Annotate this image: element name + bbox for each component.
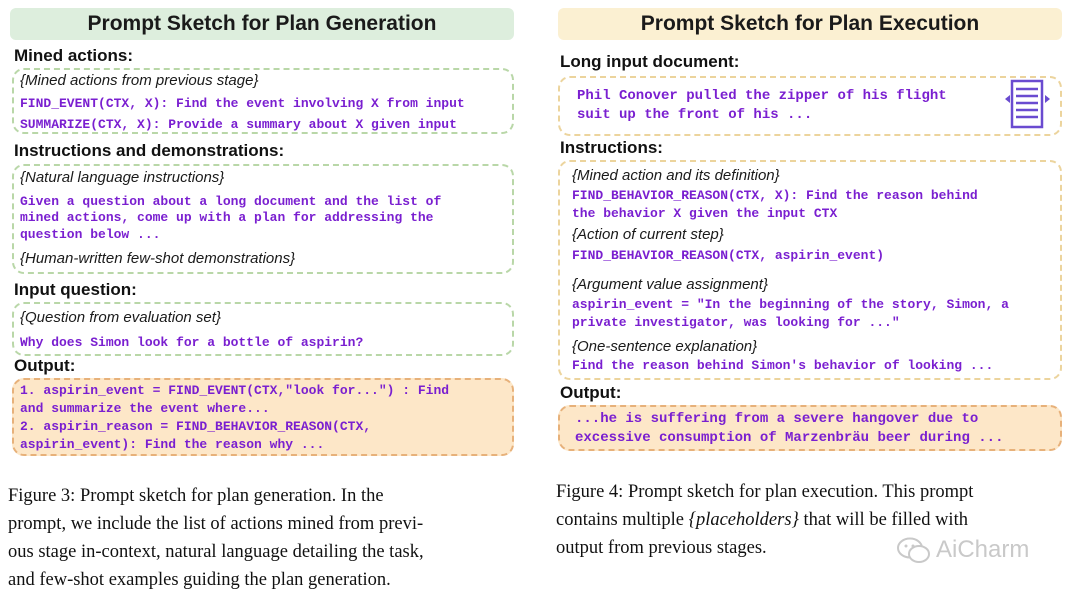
caption-line bbox=[556, 506, 1072, 534]
caption-line: Figure 3: Prompt sketch for plan generation. In the bbox=[8, 486, 384, 506]
right-panel-title bbox=[558, 8, 1062, 40]
explanation-placeholder: {One-sentence explanation} bbox=[572, 338, 758, 355]
input-question-label: Input question: bbox=[14, 280, 137, 299]
action-line: FIND_BEHAVIOR_REASON(CTX, aspirin_event) bbox=[572, 248, 885, 263]
explanation-line: Find the reason behind Simon's behavior of looking ... bbox=[572, 358, 994, 373]
argument-line: private investigator, was looking for ..." bbox=[572, 315, 900, 330]
output-line: and summarize the event where... bbox=[20, 401, 270, 416]
question-line: Why does Simon look for a bottle of aspirin? bbox=[20, 335, 364, 350]
mined-action-line: FIND_EVENT(CTX, X): Find the event involving X from input bbox=[20, 96, 465, 111]
caption-line: output from previous stages. bbox=[556, 538, 767, 558]
output-line: 2. aspirin_reason = FIND_BEHAVIOR_REASON(CTX, bbox=[20, 419, 372, 434]
figure-3-caption bbox=[8, 482, 520, 594]
exec-output-line: excessive consumption of Marzenbräu beer during ... bbox=[575, 430, 1004, 446]
left-output-label: Output: bbox=[14, 356, 76, 375]
document-icon bbox=[1004, 78, 1054, 132]
caption-line: prompt, we include the list of actions mined from previ- bbox=[8, 514, 424, 534]
instruction-line: mined actions, come up with a plan for addressing the bbox=[20, 210, 434, 225]
nl-instructions-placeholder: {Natural language instructions} bbox=[20, 169, 225, 186]
instructions-demos-label: Instructions and demonstrations: bbox=[14, 141, 285, 160]
right-title-text: Prompt Sketch for Plan Execution bbox=[640, 12, 980, 35]
caption-text: contains multiple bbox=[556, 510, 689, 530]
mined-actions-label: Mined actions: bbox=[14, 46, 134, 65]
mined-action-def-placeholder: {Mined action and its definition} bbox=[572, 167, 780, 184]
mined-action-line: SUMMARIZE(CTX, X): Provide a summary about X given input bbox=[20, 117, 457, 132]
exec-output-line: ...he is suffering from a severe hangover due to bbox=[575, 411, 979, 427]
caption-emphasis: {placeholders} bbox=[688, 510, 799, 530]
output-line: aspirin_event): Find the reason why ... bbox=[20, 437, 325, 452]
few-shot-placeholder: {Human-written few-shot demonstrations} bbox=[20, 250, 296, 267]
definition-line: FIND_BEHAVIOR_REASON(CTX, X): Find the reason behind bbox=[572, 188, 978, 203]
right-output-label: Output: bbox=[560, 383, 622, 402]
caption-text: that will be filled with bbox=[798, 510, 968, 530]
caption-line: ous stage in-context, natural language detailing the task, bbox=[8, 542, 424, 562]
doc-line: Phil Conover pulled the zipper of his flight bbox=[577, 88, 947, 104]
instruction-line: Given a question about a long document and the list of bbox=[20, 194, 442, 209]
argument-placeholder: {Argument value assignment} bbox=[572, 276, 768, 293]
caption-line: and few-shot examples guiding the plan generation. bbox=[8, 570, 391, 590]
left-panel-title bbox=[10, 8, 514, 40]
output-line: 1. aspirin_event = FIND_EVENT(CTX,"look for...") : Find bbox=[20, 383, 450, 398]
current-step-placeholder: {Action of current step} bbox=[572, 226, 724, 243]
left-title-text: Prompt Sketch for Plan Generation bbox=[87, 12, 437, 35]
question-placeholder: {Question from evaluation set} bbox=[20, 309, 221, 326]
watermark-text: AiCharm bbox=[936, 536, 1030, 563]
doc-line: suit up the front of his ... bbox=[577, 107, 813, 123]
mined-actions-placeholder: {Mined actions from previous stage} bbox=[20, 72, 259, 89]
caption-line: Figure 4: Prompt sketch for plan execution. This prompt bbox=[556, 482, 974, 502]
long-doc-label: Long input document: bbox=[560, 52, 740, 71]
instruction-line: question below ... bbox=[20, 227, 161, 242]
definition-line: the behavior X given the input CTX bbox=[572, 206, 838, 221]
argument-line: aspirin_event = "In the beginning of the story, Simon, a bbox=[572, 297, 1009, 312]
instructions-label: Instructions: bbox=[560, 138, 663, 157]
wechat-icon bbox=[896, 536, 932, 566]
